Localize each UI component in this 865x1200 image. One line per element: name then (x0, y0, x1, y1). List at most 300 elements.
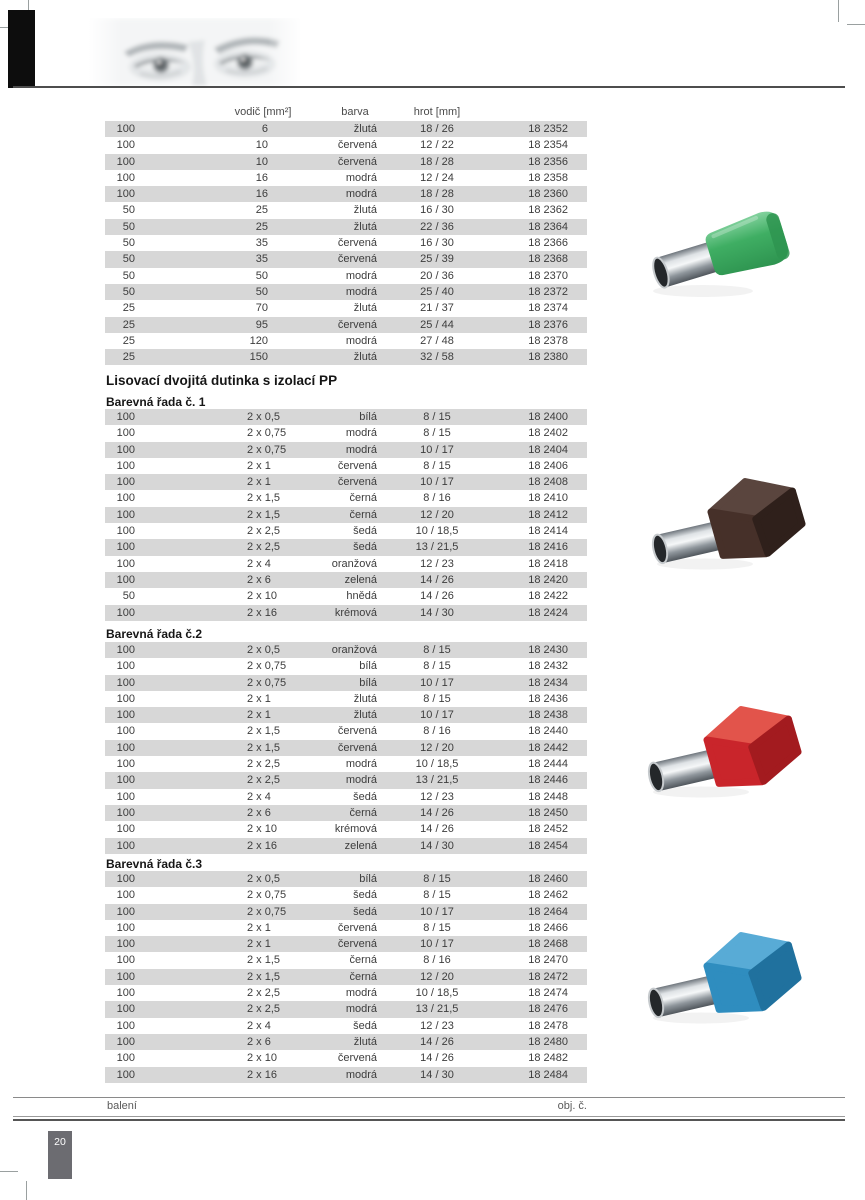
table-row (105, 1001, 587, 1017)
conductor-cell: 6 (261, 123, 268, 135)
color-cell: žlutá (353, 204, 377, 217)
qty-cell: 100 (116, 508, 135, 521)
order-no-cell: 18 2402 (528, 427, 568, 440)
conductor-cell: 2 x 1 (247, 938, 271, 951)
qty-cell: 25 (122, 334, 135, 347)
conductor-cell: 2 x 1,5 (247, 725, 281, 738)
qty-cell: 50 (122, 253, 135, 266)
table-column-headers (105, 104, 587, 121)
conductor-cell: 50 (255, 285, 268, 298)
qty-cell: 100 (116, 709, 135, 722)
tip-cell: 8 / 15 (423, 889, 451, 902)
color-cell: modrá (345, 443, 377, 456)
table-row (105, 707, 587, 723)
order-no-cell: 18 2440 (528, 725, 568, 738)
ferrule-photo-green-single-graphic (648, 198, 798, 303)
qty-cell: 25 (122, 351, 135, 364)
conductor-cell: 25 (255, 204, 268, 217)
order-no-cell: 18 2364 (528, 220, 568, 233)
qty-cell: 100 (116, 459, 135, 472)
color-cell: modrá (345, 334, 377, 347)
ferrule-photo-brown-twin-graphic (650, 468, 810, 573)
color-cell: červená (337, 459, 377, 472)
tip-cell: 10 / 17 (420, 676, 454, 689)
qty-cell: 100 (116, 692, 135, 705)
table-row (105, 458, 587, 474)
conductor-cell: 2 x 2,5 (247, 987, 281, 1000)
order-no-cell: 18 2460 (528, 873, 568, 885)
column-header-color: barva (341, 106, 369, 118)
qty-cell: 100 (116, 774, 135, 787)
color-cell: černá (349, 970, 377, 983)
conductor-cell: 2 x 0,75 (247, 443, 287, 456)
order-no-cell: 18 2420 (528, 573, 568, 586)
order-no-cell: 18 2478 (528, 1019, 568, 1032)
order-no-cell: 18 2430 (528, 644, 568, 656)
conductor-cell: 2 x 1 (247, 709, 271, 722)
tip-cell: 8 / 16 (423, 492, 451, 505)
tip-cell: 8 / 15 (423, 660, 451, 673)
footer-label-order-no: obj. č. (557, 1100, 587, 1112)
crop-mark-top-right-h (847, 24, 865, 25)
qty-cell: 100 (116, 427, 135, 440)
conductor-cell: 2 x 1,5 (247, 954, 281, 967)
order-no-cell: 18 2472 (528, 970, 568, 983)
conductor-cell: 2 x 2,5 (247, 541, 281, 554)
order-no-cell: 18 2362 (528, 204, 568, 217)
qty-cell: 50 (122, 590, 135, 603)
table-row (105, 642, 587, 658)
conductor-cell: 25 (255, 220, 268, 233)
conductor-cell: 35 (255, 253, 268, 266)
ferrule-photo-blue-twin (646, 922, 806, 1027)
tip-cell: 13 / 21,5 (415, 774, 459, 787)
color-cell: žlutá (353, 709, 377, 722)
conductor-cell: 150 (249, 351, 268, 364)
tip-cell: 25 / 40 (420, 285, 454, 298)
tip-cell: 25 / 44 (420, 318, 454, 331)
table-row (105, 202, 587, 218)
order-no-cell: 18 2434 (528, 676, 568, 689)
conductor-cell: 95 (255, 318, 268, 331)
color-cell: modrá (345, 188, 377, 201)
color-cell: žlutá (353, 351, 377, 364)
color-cell: modrá (345, 1003, 377, 1016)
ferrule-photo-red-twin-graphic (646, 696, 806, 801)
color-cell: červená (337, 725, 377, 738)
qty-cell: 100 (116, 741, 135, 754)
color-cell: černá (349, 806, 377, 819)
color-cell: černá (349, 508, 377, 521)
tip-cell: 10 / 17 (420, 476, 454, 489)
ferrule-photo-green-single (648, 198, 798, 303)
tip-cell: 14 / 26 (420, 823, 454, 836)
qty-cell: 100 (116, 905, 135, 918)
color-cell: červená (337, 921, 377, 934)
color-cell: krémová (334, 606, 377, 619)
qty-cell: 50 (122, 285, 135, 298)
color-cell: oranžová (331, 644, 377, 656)
qty-cell: 100 (116, 938, 135, 951)
order-no-cell: 18 2366 (528, 237, 568, 250)
color-cell: červená (337, 139, 377, 152)
conductor-cell: 50 (255, 269, 268, 282)
order-no-cell: 18 2448 (528, 790, 568, 803)
order-no-cell: 18 2408 (528, 476, 568, 489)
tip-cell: 16 / 30 (420, 237, 454, 250)
ferrule-photo-brown-twin (650, 468, 810, 573)
color-cell: modrá (345, 427, 377, 440)
order-no-cell: 18 2380 (528, 351, 568, 364)
conductor-cell: 2 x 1 (247, 459, 271, 472)
color-cell: šedá (353, 541, 377, 554)
qty-cell: 100 (116, 443, 135, 456)
color-cell: modrá (345, 774, 377, 787)
table-row (105, 772, 587, 788)
table-color-series-3 (105, 871, 587, 1083)
conductor-cell: 2 x 4 (247, 1019, 271, 1032)
qty-cell: 100 (116, 873, 135, 885)
qty-cell: 100 (116, 411, 135, 423)
color-cell: červená (337, 237, 377, 250)
tip-cell: 8 / 15 (423, 644, 451, 656)
table-row (105, 219, 587, 235)
color-cell: červená (337, 318, 377, 331)
header-rule (13, 86, 845, 88)
order-no-cell: 18 2482 (528, 1052, 568, 1065)
table-row (105, 474, 587, 490)
tip-cell: 12 / 23 (420, 1019, 454, 1032)
order-no-cell: 18 2476 (528, 1003, 568, 1016)
conductor-cell: 10 (255, 155, 268, 168)
table-row (105, 691, 587, 707)
tip-cell: 8 / 15 (423, 692, 451, 705)
qty-cell: 100 (116, 1035, 135, 1048)
conductor-cell: 16 (255, 171, 268, 184)
order-no-cell: 18 2360 (528, 188, 568, 201)
tip-cell: 27 / 48 (420, 334, 454, 347)
conductor-cell: 2 x 6 (247, 806, 271, 819)
qty-cell: 100 (116, 660, 135, 673)
table-row (105, 1034, 587, 1050)
tip-cell: 8 / 15 (423, 921, 451, 934)
order-no-cell: 18 2464 (528, 905, 568, 918)
table-row (105, 838, 587, 854)
qty-cell: 100 (116, 155, 135, 168)
tip-cell: 14 / 30 (420, 606, 454, 619)
table-row (105, 605, 587, 621)
section-title: Lisovací dvojitá dutinka s izolací PP (106, 373, 338, 388)
table-row (105, 936, 587, 952)
order-no-cell: 18 2376 (528, 318, 568, 331)
tip-cell: 8 / 15 (423, 411, 451, 423)
conductor-cell: 2 x 1,5 (247, 970, 281, 983)
eyes-photo (88, 18, 302, 86)
table-row (105, 588, 587, 604)
tip-cell: 8 / 15 (423, 459, 451, 472)
tip-cell: 14 / 30 (420, 839, 454, 852)
order-no-cell: 18 2470 (528, 954, 568, 967)
conductor-cell: 2 x 1 (247, 921, 271, 934)
order-no-cell: 18 2418 (528, 557, 568, 570)
color-cell: modrá (345, 171, 377, 184)
color-cell: černá (349, 492, 377, 505)
color-cell: bílá (359, 411, 377, 423)
conductor-cell: 10 (255, 139, 268, 152)
tip-cell: 12 / 22 (420, 139, 454, 152)
conductor-cell: 16 (255, 188, 268, 201)
qty-cell: 50 (122, 237, 135, 250)
conductor-cell: 2 x 10 (247, 590, 277, 603)
color-cell: červená (337, 741, 377, 754)
order-no-cell: 18 2356 (528, 155, 568, 168)
table-row (105, 985, 587, 1001)
order-no-cell: 18 2442 (528, 741, 568, 754)
tip-cell: 10 / 18,5 (415, 987, 459, 1000)
qty-cell: 100 (116, 823, 135, 836)
conductor-cell: 2 x 2,5 (247, 774, 281, 787)
table-row (105, 284, 587, 300)
qty-cell: 100 (116, 1019, 135, 1032)
table-row (105, 821, 587, 837)
order-no-cell: 18 2400 (528, 411, 568, 423)
conductor-cell: 2 x 16 (247, 606, 277, 619)
table-row (105, 789, 587, 805)
crop-mark-bottom-left-h (0, 1171, 18, 1172)
color-cell: šedá (353, 1019, 377, 1032)
heading-color-series-3: Barevná řada č.3 (106, 857, 203, 871)
heading-color-series-1: Barevná řada č. 1 (106, 395, 206, 409)
color-cell: krémová (334, 823, 377, 836)
order-no-cell: 18 2424 (528, 606, 568, 619)
table-row (105, 186, 587, 202)
color-cell: bílá (359, 873, 377, 885)
tip-cell: 10 / 17 (420, 709, 454, 722)
tip-cell: 20 / 36 (420, 269, 454, 282)
tip-cell: 18 / 28 (420, 188, 454, 201)
conductor-cell: 2 x 0,75 (247, 676, 287, 689)
table-row (105, 490, 587, 506)
table-row (105, 539, 587, 555)
tip-cell: 14 / 26 (420, 806, 454, 819)
table-row (105, 409, 587, 425)
color-cell: šedá (353, 905, 377, 918)
qty-cell: 100 (116, 541, 135, 554)
table-row (105, 349, 587, 365)
color-cell: šedá (353, 525, 377, 538)
color-cell: žlutá (353, 220, 377, 233)
table-row (105, 556, 587, 572)
color-cell: bílá (359, 660, 377, 673)
conductor-cell: 2 x 4 (247, 557, 271, 570)
table-row (105, 740, 587, 756)
table-row (105, 523, 587, 539)
color-cell: oranžová (331, 557, 377, 570)
conductor-cell: 2 x 16 (247, 839, 277, 852)
conductor-cell: 2 x 1 (247, 692, 271, 705)
order-no-cell: 18 2432 (528, 660, 568, 673)
order-no-cell: 18 2358 (528, 171, 568, 184)
tip-cell: 12 / 20 (420, 741, 454, 754)
order-no-cell: 18 2452 (528, 823, 568, 836)
qty-cell: 100 (116, 987, 135, 1000)
table-row (105, 442, 587, 458)
qty-cell: 100 (116, 806, 135, 819)
qty-cell: 100 (116, 525, 135, 538)
qty-cell: 100 (116, 676, 135, 689)
qty-cell: 100 (116, 1003, 135, 1016)
conductor-cell: 2 x 1 (247, 476, 271, 489)
color-cell: zelená (344, 573, 377, 586)
table-row (105, 969, 587, 985)
page-number-badge: 20 (48, 1131, 72, 1179)
tip-cell: 8 / 15 (423, 873, 451, 885)
order-no-cell: 18 2474 (528, 987, 568, 1000)
table-row (105, 1067, 587, 1083)
order-no-cell: 18 2444 (528, 758, 568, 771)
qty-cell: 100 (116, 492, 135, 505)
order-no-cell: 18 2480 (528, 1035, 568, 1048)
order-no-cell: 18 2414 (528, 525, 568, 538)
table-row (105, 952, 587, 968)
tip-cell: 12 / 23 (420, 557, 454, 570)
tip-cell: 14 / 26 (420, 590, 454, 603)
order-no-cell: 18 2454 (528, 839, 568, 852)
tip-cell: 21 / 37 (420, 302, 454, 315)
qty-cell: 100 (116, 954, 135, 967)
color-cell: modrá (345, 285, 377, 298)
table-row (105, 675, 587, 691)
table-single-ferrules (105, 121, 587, 365)
tip-cell: 8 / 16 (423, 954, 451, 967)
tip-cell: 12 / 24 (420, 171, 454, 184)
tip-cell: 10 / 18,5 (415, 758, 459, 771)
table-row (105, 723, 587, 739)
order-no-cell: 18 2450 (528, 806, 568, 819)
heading-color-series-2: Barevná řada č.2 (106, 627, 203, 641)
qty-cell: 50 (122, 269, 135, 282)
crop-mark-top-right-v (838, 0, 839, 22)
tip-cell: 12 / 23 (420, 790, 454, 803)
tip-cell: 10 / 18,5 (415, 525, 459, 538)
tip-cell: 13 / 21,5 (415, 1003, 459, 1016)
column-header-conductor: vodič [mm²] (234, 106, 292, 118)
qty-cell: 100 (116, 139, 135, 152)
order-no-cell: 18 2466 (528, 921, 568, 934)
footer-label-packaging: balení (107, 1100, 137, 1112)
tip-cell: 18 / 28 (420, 155, 454, 168)
qty-cell: 25 (122, 302, 135, 315)
footer-rule-thick (13, 1119, 845, 1121)
footer-rule-thin (13, 1116, 845, 1117)
color-cell: červená (337, 155, 377, 168)
tip-cell: 8 / 15 (423, 427, 451, 440)
qty-cell: 25 (122, 318, 135, 331)
order-no-cell: 18 2438 (528, 709, 568, 722)
table-row (105, 756, 587, 772)
tip-cell: 14 / 26 (420, 1052, 454, 1065)
order-no-cell: 18 2436 (528, 692, 568, 705)
qty-cell: 50 (122, 204, 135, 217)
color-cell: červená (337, 253, 377, 266)
table-row (105, 507, 587, 523)
tip-cell: 32 / 58 (420, 351, 454, 364)
tip-cell: 12 / 20 (420, 970, 454, 983)
conductor-cell: 2 x 4 (247, 790, 271, 803)
table-row (105, 333, 587, 349)
table-row (105, 251, 587, 267)
qty-cell: 100 (116, 606, 135, 619)
tip-cell: 22 / 36 (420, 220, 454, 233)
table-color-series-2 (105, 642, 587, 854)
crop-mark-bottom-left-v (26, 1181, 27, 1200)
color-cell: modrá (345, 269, 377, 282)
order-no-cell: 18 2354 (528, 139, 568, 152)
column-header-tip: hrot [mm] (413, 106, 461, 118)
color-cell: modrá (345, 1068, 377, 1081)
color-cell: žlutá (353, 692, 377, 705)
qty-cell: 100 (116, 889, 135, 902)
order-no-cell: 18 2404 (528, 443, 568, 456)
table-row (105, 268, 587, 284)
table-row (105, 871, 587, 887)
color-cell: červená (337, 476, 377, 489)
table-row (105, 805, 587, 821)
order-no-cell: 18 2374 (528, 302, 568, 315)
order-no-cell: 18 2406 (528, 459, 568, 472)
conductor-cell: 70 (255, 302, 268, 315)
table-row (105, 572, 587, 588)
color-cell: červená (337, 938, 377, 951)
qty-cell: 100 (116, 725, 135, 738)
conductor-cell: 2 x 2,5 (247, 1003, 281, 1016)
table-row (105, 1050, 587, 1066)
table-row (105, 887, 587, 903)
order-no-cell: 18 2372 (528, 285, 568, 298)
color-cell: žlutá (353, 302, 377, 315)
order-no-cell: 18 2484 (528, 1068, 568, 1081)
qty-cell: 50 (122, 220, 135, 233)
qty-cell: 100 (116, 123, 135, 135)
page-edge-tab (8, 10, 35, 88)
order-no-cell: 18 2378 (528, 334, 568, 347)
conductor-cell: 2 x 0,75 (247, 905, 287, 918)
conductor-cell: 2 x 0,5 (247, 411, 281, 423)
order-no-cell: 18 2446 (528, 774, 568, 787)
tip-cell: 18 / 26 (420, 123, 454, 135)
qty-cell: 100 (116, 644, 135, 656)
table-row (105, 137, 587, 153)
qty-cell: 100 (116, 790, 135, 803)
qty-cell: 100 (116, 758, 135, 771)
tip-cell: 12 / 20 (420, 508, 454, 521)
qty-cell: 100 (116, 970, 135, 983)
footer-rule-top (13, 1097, 845, 1098)
conductor-cell: 2 x 0,75 (247, 427, 287, 440)
conductor-cell: 2 x 6 (247, 573, 271, 586)
tip-cell: 8 / 16 (423, 725, 451, 738)
table-row (105, 317, 587, 333)
order-no-cell: 18 2468 (528, 938, 568, 951)
conductor-cell: 2 x 0,75 (247, 660, 287, 673)
ferrule-photo-red-twin (646, 696, 806, 801)
color-cell: žlutá (353, 1035, 377, 1048)
ferrule-photo-blue-twin-graphic (646, 922, 806, 1027)
tip-cell: 10 / 17 (420, 938, 454, 951)
tip-cell: 25 / 39 (420, 253, 454, 266)
color-cell: šedá (353, 790, 377, 803)
color-cell: černá (349, 954, 377, 967)
